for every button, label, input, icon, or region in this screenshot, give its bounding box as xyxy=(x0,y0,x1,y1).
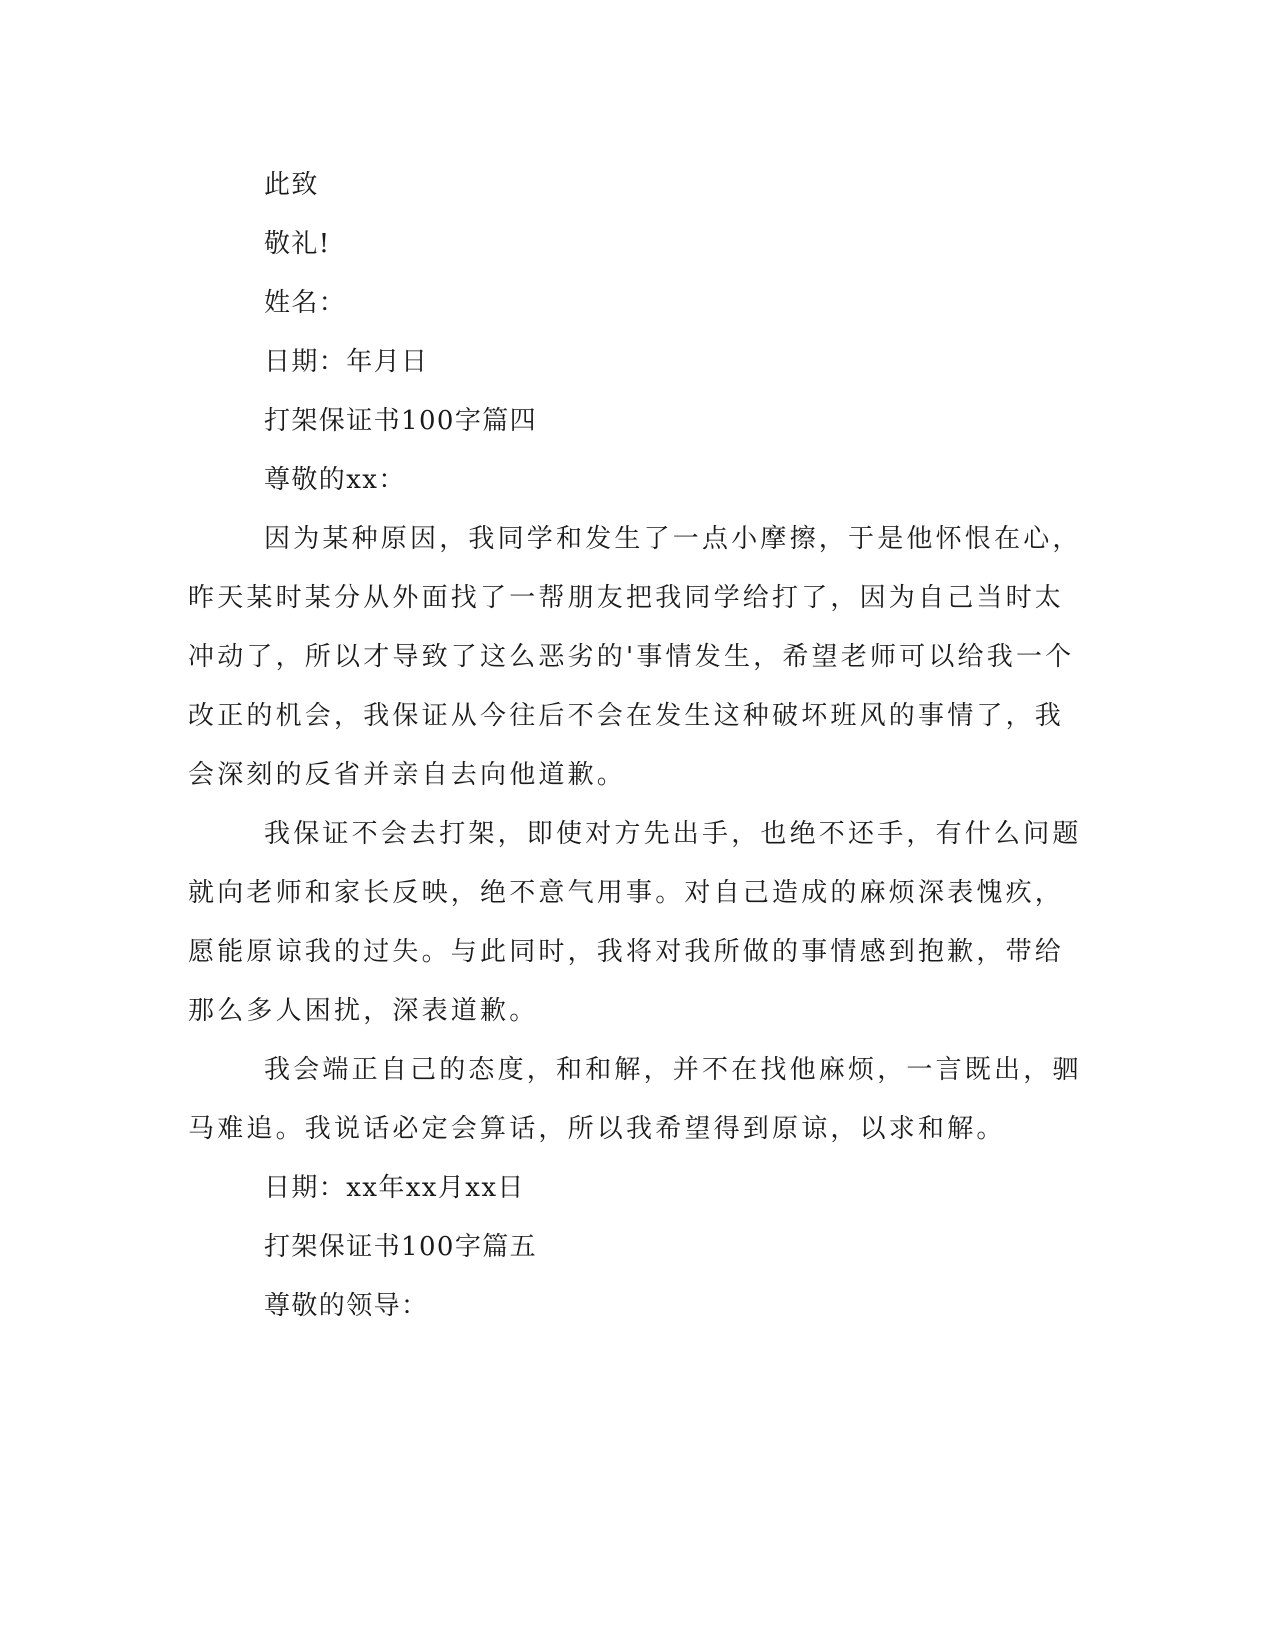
section-title-5: 打架保证书100字篇五 xyxy=(264,1232,538,1262)
greeting: 尊敬的领导： xyxy=(264,1291,429,1321)
greeting: 尊敬的xx： xyxy=(264,465,406,495)
closing-regards: 敬礼! xyxy=(264,229,331,259)
paragraph-line: 就向老师和家长反映，绝不意气用事。对自己造成的麻烦深表愧疚， xyxy=(188,878,1065,908)
paragraph-line: 因为某种原因，我同学和发生了一点小摩擦，于是他怀恨在心， xyxy=(264,524,1082,554)
date-field-label: 日期：年月日 xyxy=(264,347,429,377)
name-field-label: 姓名： xyxy=(264,288,347,318)
paragraph-line: 那么多人困扰，深表道歉。 xyxy=(188,996,539,1026)
closing-salutation: 此致 xyxy=(264,170,319,200)
paragraph-line: 改正的机会，我保证从今往后不会在发生这种破坏班风的事情了，我 xyxy=(188,701,1065,731)
section-title-4: 打架保证书100字篇四 xyxy=(264,406,538,436)
paragraph-line: 冲动了，所以才导致了这么恶劣的'事情发生，希望老师可以给我一个 xyxy=(188,642,1075,672)
date-line: 日期：xx年xx月xx日 xyxy=(264,1173,525,1203)
paragraph-line: 我会端正自己的态度，和和解，并不在找他麻烦，一言既出，驷 xyxy=(264,1055,1082,1085)
paragraph-line: 马难追。我说话必定会算话，所以我希望得到原谅，以求和解。 xyxy=(188,1114,1006,1144)
paragraph-line: 会深刻的反省并亲自去向他道歉。 xyxy=(188,760,627,790)
paragraph-line: 我保证不会去打架，即使对方先出手，也绝不还手，有什么问题 xyxy=(264,819,1082,849)
paragraph-line: 昨天某时某分从外面找了一帮朋友把我同学给打了，因为自己当时太 xyxy=(188,583,1065,613)
paragraph-line: 愿能原谅我的过失。与此同时，我将对我所做的事情感到抱歉，带给 xyxy=(188,937,1065,967)
